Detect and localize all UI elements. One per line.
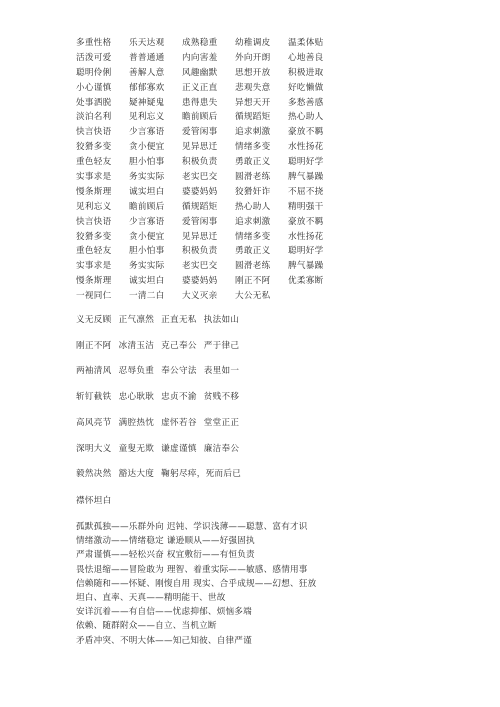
idiom: 刚正不阿 [76,341,112,351]
trait-cell: 慢条斯理 [76,186,112,197]
idiom: 豁达大度 [118,469,155,479]
trait-row [76,230,476,245]
idiom-row [76,416,246,428]
trait-cell: 贪小便宜 [129,231,165,242]
trait-cell: 积极负责 [182,157,218,168]
trait-row [76,259,476,274]
trait-cell: 重色轻友 [76,246,112,257]
idiom: 童叟无欺 [118,444,155,454]
trait-cell: 水性扬花 [288,142,324,153]
section-heading: 襟怀坦白 [76,496,112,506]
trait-pair-line: 情绪激动——情绪稳定 谦逊顺从——好强固执 [76,536,255,547]
trait-cell: 见利忘义 [129,112,165,123]
trait-cell: 婆婆妈妈 [182,186,218,197]
trait-cell: 水性扬花 [288,231,324,242]
idiom: 正直无私 [161,315,197,325]
trait-cell: 循规蹈矩 [235,112,271,123]
trait-cell: 实事求是 [76,261,112,272]
trait-cell: 思想开放 [235,67,271,78]
trait-cell: 圆滑老练 [235,261,271,272]
trait-cell: 活泼可爱 [76,52,112,63]
trait-row [76,244,476,259]
trait-cell: 精明强干 [288,201,324,212]
trait-row [76,81,476,96]
trait-cell: 风趣幽默 [182,67,218,78]
trait-cell: 多愁善感 [288,97,324,108]
trait-cell: 快言快语 [76,127,112,138]
trait-row [76,36,476,51]
idiom: 鞠躬尽瘁，死而后已 [161,469,242,479]
trait-cell: 爱管闲事 [182,216,218,227]
trait-cell: 温柔体贴 [288,38,324,48]
trait-cell: 异想天开 [235,97,271,108]
idiom: 堂堂正正 [203,418,240,428]
idiom-row [76,467,248,479]
trait-row [76,274,476,289]
trait-cell: 情绪多变 [235,142,271,153]
trait-cell: 见异思迁 [182,142,218,153]
trait-cell: 见异思迁 [182,231,218,242]
trait-cell: 瞻前顾后 [182,112,218,123]
trait-row [76,96,476,111]
trait-cell: 患得患失 [182,97,218,108]
trait-cell: 善解人意 [129,67,165,78]
idiom-row [76,364,246,376]
trait-cell: 慢条斯理 [76,276,112,287]
trait-cell: 小心谨慎 [76,82,112,93]
trait-cell: 老实巴交 [182,261,218,272]
idiom: 忠心耿耿 [118,392,155,402]
trait-cell: 成熟稳重 [182,38,218,48]
trait-cell: 积极进取 [288,67,324,78]
trait-cell: 爱管闲事 [182,127,218,138]
trait-row [76,170,476,185]
trait-cell: 诚实坦白 [129,276,165,287]
trait-cell: 圆滑老练 [235,172,271,183]
idiom: 克己奉公 [161,341,197,351]
trait-cell: 情绪多变 [235,231,271,242]
trait-cell: 聪明好学 [288,157,324,168]
trait-cell: 勇敢正义 [235,246,271,257]
trait-cell: 循规蹈矩 [182,201,218,212]
trait-cell: 大公无私 [235,291,271,302]
trait-cell: 热心助人 [235,201,271,212]
trait-cell: 聪明好学 [288,246,324,257]
idiom: 两袖清风 [76,366,112,376]
trait-row [76,125,476,140]
trait-cell: 一清二白 [129,291,165,302]
trait-pairs-list [76,520,476,648]
idiom: 廉洁奉公 [203,444,240,454]
trait-cell: 婆婆妈妈 [182,276,218,287]
trait-cell: 胆小怕事 [129,157,165,168]
trait-cell: 狡猾多变 [76,142,112,153]
trait-row [76,66,476,81]
idiom: 贫贱不移 [203,392,240,402]
trait-cell: 脾气暴躁 [288,172,324,183]
trait-cell: 内向害羞 [182,52,218,63]
trait-cell: 正义正直 [182,82,218,93]
trait-cell: 普普通通 [129,52,165,63]
trait-cell: 乐天达观 [129,38,165,48]
trait-cell: 刚正不阿 [235,276,271,287]
trait-cell: 追求刺激 [235,127,271,138]
trait-cell: 实事求是 [76,172,112,183]
trait-row [76,51,476,66]
trait-row [76,289,476,304]
trait-row [76,155,476,170]
trait-cell: 心地善良 [288,52,324,63]
idiom: 严于律己 [203,341,240,351]
trait-cell: 热心助人 [288,112,324,123]
trait-cell: 少言寡语 [129,127,165,138]
idiom: 虚怀若谷 [161,418,197,428]
trait-cell: 诚实坦白 [129,186,165,197]
trait-cell: 悲观失意 [235,82,271,93]
trait-cell: 处事洒脱 [76,97,112,108]
trait-cell: 瞻前顾后 [129,201,165,212]
idiom: 表里如一 [203,366,240,376]
trait-cell: 勇敢正义 [235,157,271,168]
trait-pair-line: 依赖、随群附众——自立、当机立断 [76,621,217,632]
trait-cell: 胆小怕事 [129,246,165,257]
trait-cell: 老实巴交 [182,172,218,183]
trait-row [76,200,476,215]
idiom: 奉公守法 [161,366,197,376]
trait-cell: 聪明伶俐 [76,67,112,78]
idiom-row [76,339,246,351]
idiom: 高风亮节 [76,418,112,428]
trait-pair-line: 坦白、直率、天真——精明能干、世故 [76,592,226,603]
trait-cell: 见利忘义 [76,201,112,212]
idiom: 义无反顾 [76,315,112,325]
trait-cell: 淡泊名利 [76,112,112,123]
idiom: 冰清玉洁 [118,341,155,351]
trait-cell: 大义灭亲 [182,291,218,302]
trait-pair-line: 严肃谨慎——轻松兴奋 权宜敷衍——有恒负责 [76,550,255,561]
trait-cell: 务实实际 [129,172,165,183]
trait-cell: 务实实际 [129,261,165,272]
trait-cell: 豪放不羁 [288,127,324,138]
trait-cell: 优柔寡断 [288,276,324,287]
idiom: 深明大义 [76,444,112,454]
trait-cell: 不屈不挠 [288,186,324,197]
trait-row [76,140,476,155]
trait-pair-line: 信赖随和——怀疑、刚愎自用 现实、合乎成规——幻想、狂放 [76,578,317,589]
trait-cell: 狡猾奸诈 [235,186,271,197]
trait-cell: 少言寡语 [129,216,165,227]
trait-cell: 幼稚调皮 [235,38,271,48]
idiom: 毅然决然 [76,469,112,479]
trait-grid [76,36,476,304]
trait-cell: 疑神疑鬼 [129,97,165,108]
idiom: 谦虚谨慎 [161,444,197,454]
trait-row [76,215,476,230]
idiom: 忠贞不渝 [161,392,197,402]
trait-pair-line: 畏怯退缩——冒险敢为 理智、着重实际——敏感、感情用事 [76,564,308,575]
trait-cell: 贪小便宜 [129,142,165,153]
trait-cell: 快言快语 [76,216,112,227]
trait-pair-line: 安详沉着——有自信——忧虑抑郁、烦恼多端 [76,607,252,618]
trait-cell: 脾气暴躁 [288,261,324,272]
idiom-row [76,442,246,454]
idiom: 执法如山 [203,315,240,325]
idiom: 斩钉截铁 [76,392,112,402]
trait-cell: 狡猾多变 [76,231,112,242]
trait-cell: 积极负责 [182,246,218,257]
idiom-row [76,313,246,325]
trait-cell: 多重性格 [76,38,112,48]
trait-cell: 豪放不羁 [288,216,324,227]
trait-cell: 外向开朗 [235,52,271,63]
trait-cell: 追求刺激 [235,216,271,227]
trait-cell: 好吃懒做 [288,82,324,93]
trait-cell: 一视同仁 [76,291,112,302]
trait-pair-line: 孤默孤独——乐群外向 迟钝、学识浅薄——聪慧、富有才识 [76,522,308,532]
trait-row [76,110,476,125]
idiom: 忍辱负重 [118,366,155,376]
trait-row [76,185,476,200]
trait-cell: 郁郁寡欢 [129,82,165,93]
idiom: 满腔热忱 [118,418,155,428]
idiom: 正气凛然 [118,315,155,325]
trait-cell: 重色轻友 [76,157,112,168]
idiom-row [76,390,246,402]
trait-pair-line: 矛盾冲突、不明大体——知己知彼、自律严谨 [76,635,252,646]
